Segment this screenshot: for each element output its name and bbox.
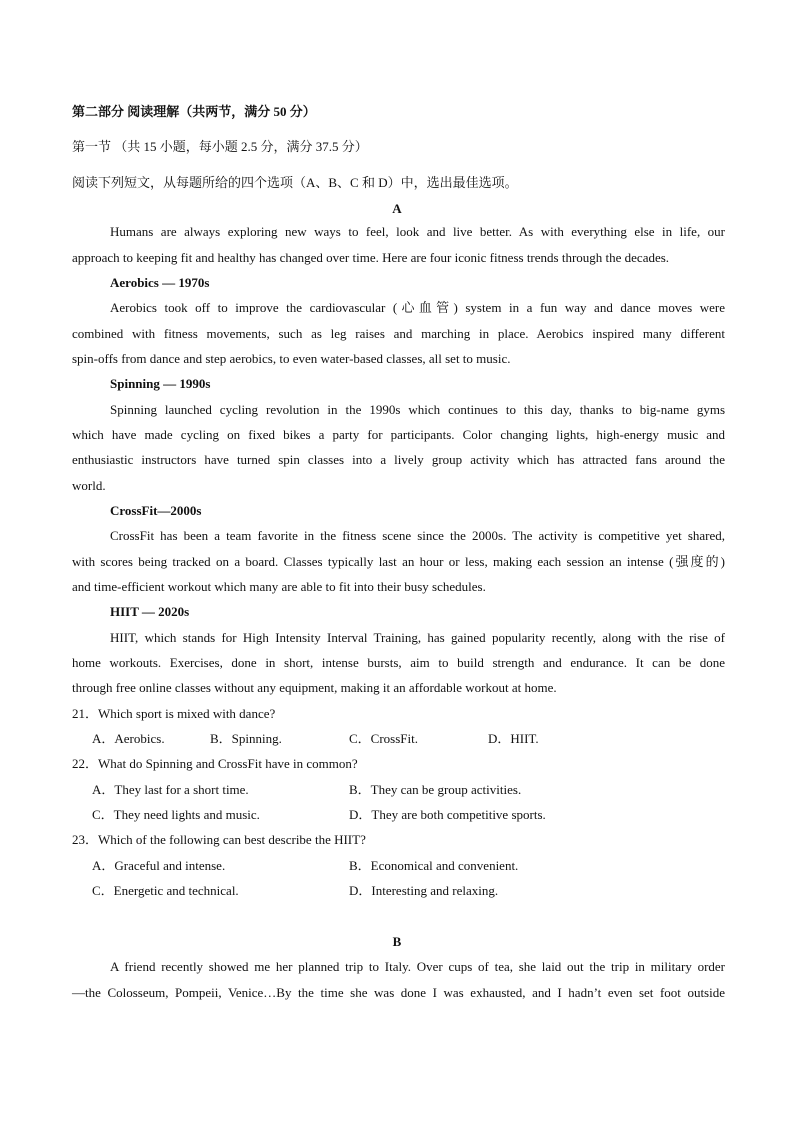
- question-23-option-b[interactable]: B．Economical and convenient.: [349, 858, 519, 873]
- spinning-line: world.: [72, 478, 106, 493]
- section-title: 第一节 （共 15 小题，每小题 2.5 分，满分 37.5 分）: [72, 139, 368, 154]
- passage-a-intro-line: Humans are always exploring new ways to feel, look and live better. As with everything else in life, our: [110, 224, 725, 239]
- section-heading-hiit: HIIT — 2020s: [110, 604, 190, 619]
- question-22-option-b[interactable]: B．They can be group activities.: [349, 782, 522, 797]
- question-23-option-d[interactable]: D．Interesting and relaxing.: [349, 883, 499, 898]
- spinning-line: which have made cycling on fixed bikes a party for participants. Color changing lights, high-energy music and: [72, 427, 725, 442]
- question-23-stem: 23．Which of the following can best describe the HIIT?: [72, 832, 366, 847]
- instructions: 阅读下列短文，从每题所给的四个选项（A、B、C 和 D）中，选出最佳选项。: [72, 175, 518, 190]
- passage-b-line: A friend recently showed me her planned trip to Italy. Over cups of tea, she laid out the trip in military order: [110, 959, 725, 974]
- spinning-line: enthusiastic instructors have turned spin classes into a lively group activity which has attracted fans around the: [72, 452, 725, 467]
- question-21-option-b[interactable]: B．Spinning.: [210, 731, 282, 746]
- passage-a-intro-line: approach to keeping fit and healthy has changed over time. Here are four iconic fitness trends through the decades.: [72, 250, 670, 265]
- part-title: 第二部分 阅读理解（共两节，满分 50 分）: [72, 104, 316, 119]
- spinning-line: Spinning launched cycling revolution in the 1990s which continues to this day, thanks to big-name gyms: [110, 402, 725, 417]
- passage-b-label: B: [392, 934, 402, 949]
- question-21-option-c[interactable]: C．CrossFit.: [349, 731, 418, 746]
- question-22-option-a[interactable]: A．They last for a short time.: [92, 782, 249, 797]
- question-23-option-c[interactable]: C．Energetic and technical.: [92, 883, 239, 898]
- crossfit-line: with scores being tracked on a board. Classes typically last an hour or less, making each session an intense (强度的): [72, 554, 725, 569]
- hiit-line: through free online classes without any equipment, making it an affordable workout at home.: [72, 680, 557, 695]
- question-23-option-a[interactable]: A．Graceful and intense.: [92, 858, 226, 873]
- hiit-line: HIIT, which stands for High Intensity Interval Training, has gained popularity recently, along with the rise of: [110, 630, 725, 645]
- question-21-option-a[interactable]: A．Aerobics.: [92, 731, 165, 746]
- question-22-option-c[interactable]: C．They need lights and music.: [92, 807, 260, 822]
- aerobics-line: spin-offs from dance and step aerobics, to even water-based classes, all set to music.: [72, 351, 511, 366]
- section-heading-crossfit: CrossFit—2000s: [110, 503, 202, 518]
- crossfit-line: and time-efficient workout which many are able to fit into their busy schedules.: [72, 579, 486, 594]
- question-22-option-d[interactable]: D．They are both competitive sports.: [349, 807, 546, 822]
- passage-a-label: A: [392, 201, 402, 216]
- crossfit-line: CrossFit has been a team favorite in the fitness scene since the 2000s. The activity is competitive yet shared,: [110, 528, 725, 543]
- passage-b-line: —the Colosseum, Pompeii, Venice…By the time she was done I was exhausted, and I hadn’t even set foot outside: [72, 985, 725, 1000]
- question-22-stem: 22．What do Spinning and CrossFit have in common?: [72, 756, 358, 771]
- aerobics-line: Aerobics took off to improve the cardiovascular (心血管) system in a fun way and dance moves were: [110, 300, 725, 315]
- section-heading-aerobics: Aerobics — 1970s: [110, 275, 210, 290]
- hiit-line: home workouts. Exercises, done in short, intense bursts, aim to build strength and endurance. It can be done: [72, 655, 725, 670]
- aerobics-line: combined with fitness movements, such as leg raises and marching in place. Aerobics inspired many different: [72, 326, 725, 341]
- question-21-stem: 21．Which sport is mixed with dance?: [72, 706, 276, 721]
- question-21-option-d[interactable]: D．HIIT.: [488, 731, 539, 746]
- section-heading-spinning: Spinning — 1990s: [110, 376, 211, 391]
